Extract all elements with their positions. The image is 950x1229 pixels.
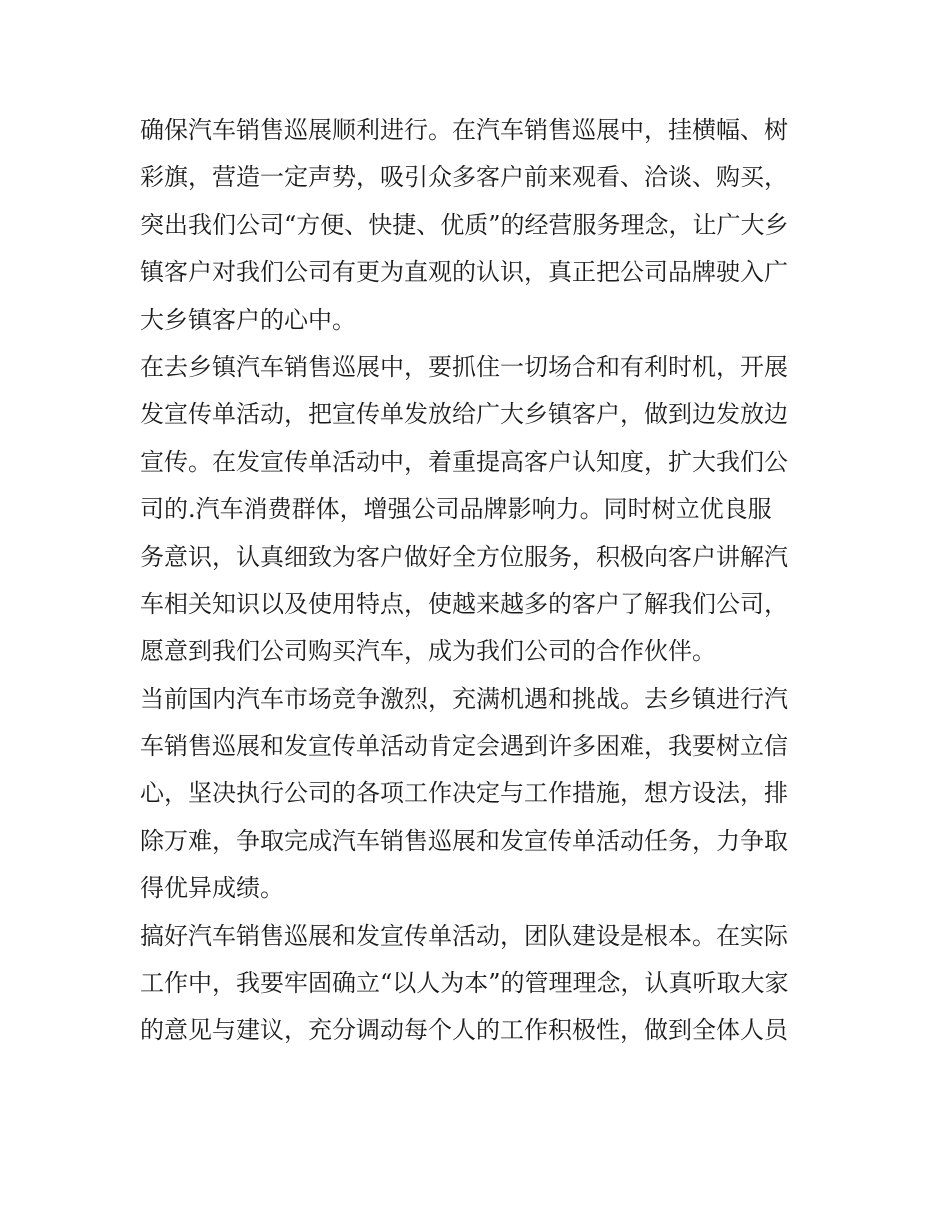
text-line: 务意识，认真细致为客户做好全方位服务，积极向客户讲解汽 bbox=[140, 542, 788, 571]
text-line: 司的.汽车消费群体，增强公司品牌影响力。同时树立优良服 bbox=[140, 495, 772, 524]
text-line: 彩旗，营造一定声势，吸引众多客户前来观看、洽谈、购买， bbox=[140, 163, 788, 192]
document-body bbox=[140, 107, 815, 1055]
text-line: 大乡镇客户的心中。 bbox=[140, 305, 356, 334]
text-line: 心，坚决执行公司的各项工作决定与工作措施，想方设法，排 bbox=[140, 779, 788, 808]
text-line: 愿意到我们公司购买汽车，成为我们公司的合作伙伴。 bbox=[140, 637, 716, 666]
text-line: 在去乡镇汽车销售巡展中，要抓住一切场合和有利时机，开展 bbox=[140, 352, 788, 381]
text-line: 确保汽车销售巡展顺利进行。在汽车销售巡展中，挂横幅、树 bbox=[140, 116, 788, 144]
text-line: 除万难，争取完成汽车销售巡展和发宣传单活动任务，力争取 bbox=[140, 826, 788, 855]
text-line: 车相关知识以及使用特点，使越来越多的客户了解我们公司， bbox=[140, 589, 788, 618]
text-line: 的意见与建议，充分调动每个人的工作积极性，做到全体人员 bbox=[140, 1016, 788, 1045]
text-line: 搞好汽车销售巡展和发宣传单活动，团队建设是根本。在实际 bbox=[140, 921, 788, 950]
text-line: 得优异成绩。 bbox=[140, 874, 284, 903]
text-line: 车销售巡展和发宣传单活动肯定会遇到许多困难，我要树立信 bbox=[140, 732, 788, 761]
text-line: 镇客户对我们公司有更为直观的认识，真正把公司品牌驶入广 bbox=[140, 258, 788, 287]
text-line: 工作中，我要牢固确立“以人为本”的管理理念，认真听取大家 bbox=[140, 969, 789, 998]
text-line: 宣传。在发宣传单活动中，着重提高客户认知度，扩大我们公 bbox=[140, 447, 788, 476]
text-line: 发宣传单活动，把宣传单发放给广大乡镇客户，做到边发放边 bbox=[140, 400, 788, 429]
text-line: 突出我们公司“方便、快捷、优质”的经营服务理念，让广大乡 bbox=[140, 210, 789, 239]
text-line: 当前国内汽车市场竞争激烈，充满机遇和挑战。去乡镇进行汽 bbox=[140, 684, 788, 713]
